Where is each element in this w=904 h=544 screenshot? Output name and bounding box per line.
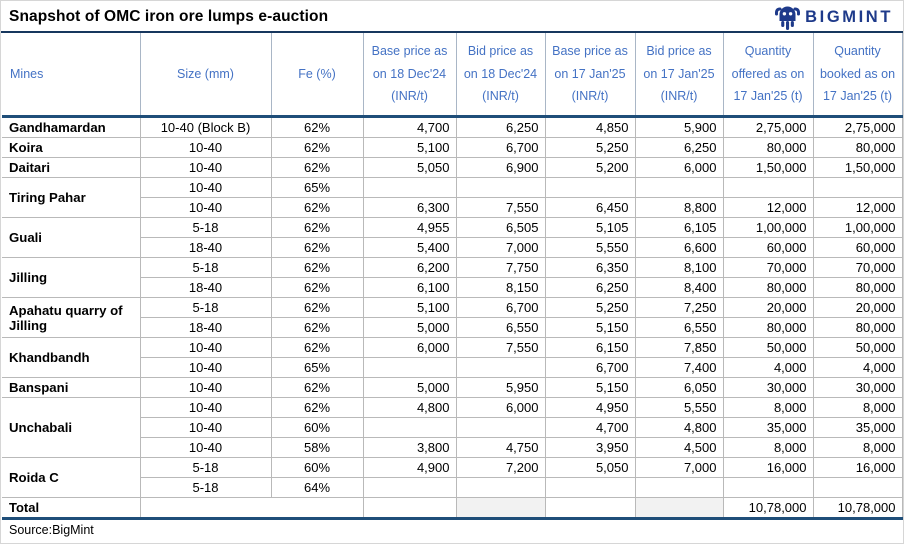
cell-base_jan17: 6,250 xyxy=(545,278,635,298)
cell-base_dec18: 5,000 xyxy=(363,318,456,338)
cell-base_dec18: 5,400 xyxy=(363,238,456,258)
cell-base_jan17: 4,850 xyxy=(545,117,635,138)
cell-base_dec18: 3,800 xyxy=(363,438,456,458)
cell-fe: 60% xyxy=(271,458,363,478)
column-header-base_dec18: Base price as on 18 Dec'24 (INR/t) xyxy=(363,33,456,117)
cell-bid_dec18: 7,200 xyxy=(456,458,545,478)
cell-fe: 65% xyxy=(271,178,363,198)
cell-bid_dec18: 4,750 xyxy=(456,438,545,458)
cell-bid_dec18: 6,505 xyxy=(456,218,545,238)
cell-base_jan17: 5,150 xyxy=(545,318,635,338)
total-cell-bid_dec18 xyxy=(456,498,545,519)
cell-qty_booked: 30,000 xyxy=(813,378,902,398)
cell-bid_jan17: 8,800 xyxy=(635,198,723,218)
cell-bid_jan17: 8,400 xyxy=(635,278,723,298)
cell-bid_dec18: 7,750 xyxy=(456,258,545,278)
cell-fe: 62% xyxy=(271,278,363,298)
cell-base_jan17: 5,200 xyxy=(545,158,635,178)
cell-bid_jan17: 7,250 xyxy=(635,298,723,318)
cell-fe: 62% xyxy=(271,138,363,158)
cell-mine: Apahatu quarry of Jilling xyxy=(2,298,140,338)
cell-mine: Unchabali xyxy=(2,398,140,458)
cell-base_jan17: 5,250 xyxy=(545,298,635,318)
cell-size: 10-40 xyxy=(140,338,271,358)
cell-base_dec18: 4,955 xyxy=(363,218,456,238)
cell-size: 10-40 xyxy=(140,438,271,458)
cell-qty_offered: 80,000 xyxy=(723,278,813,298)
cell-base_dec18 xyxy=(363,418,456,438)
cell-qty_offered: 70,000 xyxy=(723,258,813,278)
cell-base_dec18: 6,100 xyxy=(363,278,456,298)
cell-qty_booked: 80,000 xyxy=(813,138,902,158)
total-cell-qty_booked: 10,78,000 xyxy=(813,498,902,519)
cell-base_jan17: 4,950 xyxy=(545,398,635,418)
cell-mine: Banspani xyxy=(2,378,140,398)
cell-mine: Gandhamardan xyxy=(2,117,140,138)
cell-fe: 60% xyxy=(271,418,363,438)
brand-wordmark: BIGMINT xyxy=(805,7,893,26)
cell-qty_booked: 60,000 xyxy=(813,238,902,258)
cell-qty_offered xyxy=(723,478,813,498)
cell-bid_jan17: 4,500 xyxy=(635,438,723,458)
column-header-bid_jan17: Bid price as on 17 Jan'25 (INR/t) xyxy=(635,33,723,117)
cell-fe: 62% xyxy=(271,258,363,278)
cell-qty_offered: 20,000 xyxy=(723,298,813,318)
cell-base_jan17: 5,550 xyxy=(545,238,635,258)
table-row xyxy=(2,338,902,358)
cell-mine: Roida C xyxy=(2,458,140,498)
cell-base_dec18: 6,200 xyxy=(363,258,456,278)
cell-base_dec18 xyxy=(363,478,456,498)
cell-bid_dec18: 5,950 xyxy=(456,378,545,398)
total-cell-base_jan17 xyxy=(545,498,635,519)
cell-base_jan17: 6,150 xyxy=(545,338,635,358)
cell-fe: 62% xyxy=(271,158,363,178)
cell-fe: 62% xyxy=(271,238,363,258)
cell-bid_jan17: 6,550 xyxy=(635,318,723,338)
source-note: Source:BigMint xyxy=(9,523,94,537)
cell-qty_booked xyxy=(813,478,902,498)
cell-base_dec18: 5,000 xyxy=(363,378,456,398)
total-label: Total xyxy=(2,498,140,519)
cell-qty_offered: 1,50,000 xyxy=(723,158,813,178)
cell-size: 10-40 xyxy=(140,418,271,438)
cell-base_dec18: 4,800 xyxy=(363,398,456,418)
total-row xyxy=(2,498,902,519)
cell-base_jan17: 6,450 xyxy=(545,198,635,218)
cell-qty_booked: 1,50,000 xyxy=(813,158,902,178)
cell-qty_booked: 80,000 xyxy=(813,318,902,338)
cell-bid_dec18: 6,700 xyxy=(456,298,545,318)
cell-bid_jan17 xyxy=(635,478,723,498)
total-cell-bid_jan17 xyxy=(635,498,723,519)
column-header-size: Size (mm) xyxy=(140,33,271,117)
cell-size: 5-18 xyxy=(140,478,271,498)
cell-bid_dec18 xyxy=(456,178,545,198)
cell-size: 10-40 xyxy=(140,398,271,418)
cell-base_dec18: 5,050 xyxy=(363,158,456,178)
cell-base_dec18 xyxy=(363,358,456,378)
cell-bid_dec18: 6,900 xyxy=(456,158,545,178)
column-header-fe: Fe (%) xyxy=(271,33,363,117)
cell-base_jan17 xyxy=(545,178,635,198)
column-header-mine: Mines xyxy=(2,33,140,117)
cell-mine: Tiring Pahar xyxy=(2,178,140,218)
column-header-bid_dec18: Bid price as on 18 Dec'24 (INR/t) xyxy=(456,33,545,117)
cell-qty_offered: 80,000 xyxy=(723,318,813,338)
cell-qty_offered: 12,000 xyxy=(723,198,813,218)
bigmint-mark-icon xyxy=(775,4,800,31)
cell-base_dec18: 5,100 xyxy=(363,298,456,318)
cell-fe: 62% xyxy=(271,318,363,338)
cell-fe: 62% xyxy=(271,218,363,238)
cell-size: 10-40 xyxy=(140,158,271,178)
cell-bid_dec18: 8,150 xyxy=(456,278,545,298)
cell-fe: 62% xyxy=(271,198,363,218)
total-blank-cell xyxy=(140,498,363,519)
cell-bid_dec18: 6,000 xyxy=(456,398,545,418)
cell-fe: 64% xyxy=(271,478,363,498)
cell-base_dec18: 6,000 xyxy=(363,338,456,358)
table-row xyxy=(2,178,902,198)
cell-qty_booked: 35,000 xyxy=(813,418,902,438)
cell-qty_offered: 35,000 xyxy=(723,418,813,438)
cell-base_jan17 xyxy=(545,478,635,498)
cell-base_jan17: 6,350 xyxy=(545,258,635,278)
cell-fe: 58% xyxy=(271,438,363,458)
cell-qty_booked: 16,000 xyxy=(813,458,902,478)
cell-bid_jan17: 6,000 xyxy=(635,158,723,178)
cell-bid_jan17: 6,250 xyxy=(635,138,723,158)
table-row xyxy=(2,398,902,418)
cell-qty_booked: 2,75,000 xyxy=(813,117,902,138)
cell-qty_offered: 4,000 xyxy=(723,358,813,378)
cell-bid_dec18: 6,700 xyxy=(456,138,545,158)
column-header-qty_booked: Quantity booked as on 17 Jan'25 (t) xyxy=(813,33,902,117)
cell-size: 5-18 xyxy=(140,458,271,478)
cell-qty_offered: 2,75,000 xyxy=(723,117,813,138)
cell-bid_dec18: 7,000 xyxy=(456,238,545,258)
cell-base_jan17: 6,700 xyxy=(545,358,635,378)
cell-base_jan17: 5,105 xyxy=(545,218,635,238)
table-row xyxy=(2,298,902,318)
total-cell-qty_offered: 10,78,000 xyxy=(723,498,813,519)
cell-qty_booked: 50,000 xyxy=(813,338,902,358)
cell-size: 10-40 xyxy=(140,358,271,378)
cell-base_dec18: 4,900 xyxy=(363,458,456,478)
cell-bid_jan17: 8,100 xyxy=(635,258,723,278)
cell-qty_booked: 12,000 xyxy=(813,198,902,218)
cell-qty_booked: 8,000 xyxy=(813,438,902,458)
cell-qty_booked: 4,000 xyxy=(813,358,902,378)
cell-mine: Guali xyxy=(2,218,140,258)
cell-size: 18-40 xyxy=(140,238,271,258)
cell-qty_offered: 60,000 xyxy=(723,238,813,258)
cell-bid_jan17: 6,050 xyxy=(635,378,723,398)
header-row xyxy=(2,33,902,117)
table-row xyxy=(2,117,902,138)
cell-bid_dec18: 6,550 xyxy=(456,318,545,338)
cell-base_dec18 xyxy=(363,178,456,198)
cell-mine: Koira xyxy=(2,138,140,158)
cell-size: 18-40 xyxy=(140,278,271,298)
cell-bid_jan17: 6,600 xyxy=(635,238,723,258)
cell-bid_dec18: 7,550 xyxy=(456,198,545,218)
cell-base_dec18: 4,700 xyxy=(363,117,456,138)
title-bar xyxy=(1,1,903,33)
cell-size: 10-40 xyxy=(140,178,271,198)
cell-bid_jan17: 5,900 xyxy=(635,117,723,138)
cell-base_jan17: 5,050 xyxy=(545,458,635,478)
column-header-base_jan17: Base price as on 17 Jan'25 (INR/t) xyxy=(545,33,635,117)
cell-bid_dec18: 7,550 xyxy=(456,338,545,358)
cell-qty_booked: 1,00,000 xyxy=(813,218,902,238)
auction-table-body xyxy=(2,117,902,519)
cell-size: 10-40 xyxy=(140,138,271,158)
cell-size: 10-40 xyxy=(140,378,271,398)
cell-qty_offered: 8,000 xyxy=(723,438,813,458)
cell-qty_offered: 8,000 xyxy=(723,398,813,418)
cell-bid_jan17: 7,400 xyxy=(635,358,723,378)
cell-size: 18-40 xyxy=(140,318,271,338)
cell-base_jan17: 5,250 xyxy=(545,138,635,158)
page-title: Snapshot of OMC iron ore lumps e-auction xyxy=(9,8,329,25)
cell-base_jan17: 5,150 xyxy=(545,378,635,398)
cell-qty_offered: 16,000 xyxy=(723,458,813,478)
cell-qty_offered xyxy=(723,178,813,198)
cell-qty_offered: 1,00,000 xyxy=(723,218,813,238)
cell-bid_dec18 xyxy=(456,418,545,438)
cell-qty_offered: 30,000 xyxy=(723,378,813,398)
cell-qty_booked: 80,000 xyxy=(813,278,902,298)
cell-size: 10-40 (Block B) xyxy=(140,117,271,138)
cell-qty_booked xyxy=(813,178,902,198)
bigmint-logo xyxy=(775,4,893,31)
cell-bid_dec18 xyxy=(456,358,545,378)
cell-base_jan17: 3,950 xyxy=(545,438,635,458)
cell-base_dec18: 6,300 xyxy=(363,198,456,218)
total-cell-base_dec18 xyxy=(363,498,456,519)
cell-bid_jan17 xyxy=(635,178,723,198)
cell-fe: 62% xyxy=(271,378,363,398)
cell-bid_jan17: 7,850 xyxy=(635,338,723,358)
cell-fe: 62% xyxy=(271,398,363,418)
cell-mine: Jilling xyxy=(2,258,140,298)
cell-qty_offered: 50,000 xyxy=(723,338,813,358)
cell-bid_dec18 xyxy=(456,478,545,498)
cell-qty_booked: 70,000 xyxy=(813,258,902,278)
cell-qty_booked: 20,000 xyxy=(813,298,902,318)
table-row xyxy=(2,138,902,158)
cell-size: 5-18 xyxy=(140,298,271,318)
cell-fe: 65% xyxy=(271,358,363,378)
cell-qty_booked: 8,000 xyxy=(813,398,902,418)
auction-table xyxy=(2,33,903,520)
cell-qty_offered: 80,000 xyxy=(723,138,813,158)
cell-fe: 62% xyxy=(271,298,363,318)
cell-bid_jan17: 5,550 xyxy=(635,398,723,418)
cell-mine: Khandbandh xyxy=(2,338,140,378)
cell-mine: Daitari xyxy=(2,158,140,178)
table-row xyxy=(2,458,902,478)
cell-fe: 62% xyxy=(271,117,363,138)
table-row xyxy=(2,158,902,178)
cell-bid_jan17: 4,800 xyxy=(635,418,723,438)
table-row xyxy=(2,258,902,278)
column-header-qty_offered: Quantity offered as on 17 Jan'25 (t) xyxy=(723,33,813,117)
cell-base_jan17: 4,700 xyxy=(545,418,635,438)
cell-size: 5-18 xyxy=(140,258,271,278)
cell-size: 5-18 xyxy=(140,218,271,238)
cell-bid_jan17: 6,105 xyxy=(635,218,723,238)
cell-base_dec18: 5,100 xyxy=(363,138,456,158)
cell-bid_dec18: 6,250 xyxy=(456,117,545,138)
table-row xyxy=(2,218,902,238)
cell-fe: 62% xyxy=(271,338,363,358)
table-row xyxy=(2,378,902,398)
cell-size: 10-40 xyxy=(140,198,271,218)
cell-bid_jan17: 7,000 xyxy=(635,458,723,478)
